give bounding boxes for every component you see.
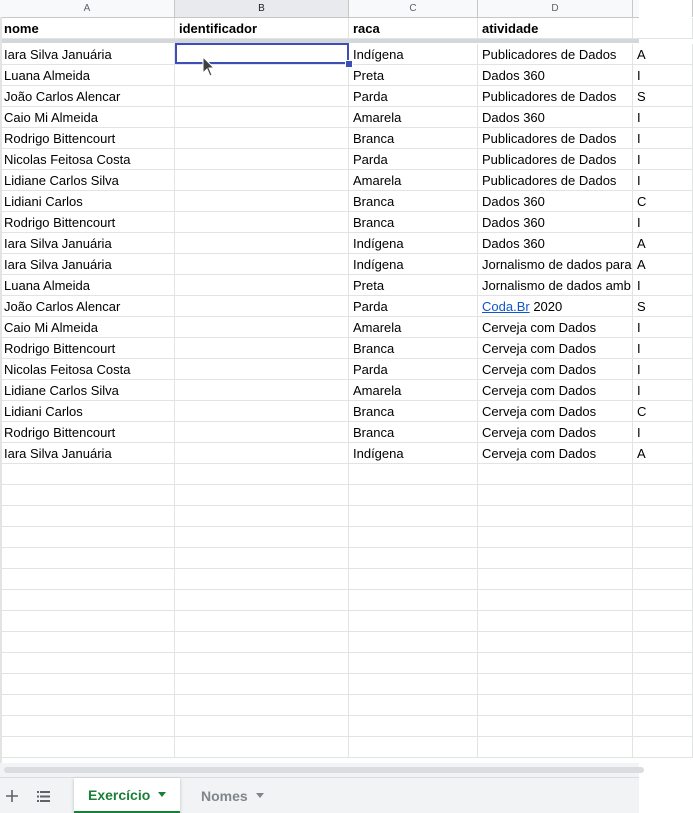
cell-col-b[interactable]: [175, 191, 349, 212]
empty-row: [0, 653, 639, 674]
empty-cell[interactable]: [633, 548, 693, 569]
empty-row: [0, 590, 639, 611]
header-cell-col-d[interactable]: atividade: [478, 18, 633, 39]
chevron-down-icon[interactable]: [158, 792, 166, 797]
empty-row: [0, 548, 639, 569]
cell-col-a[interactable]: Lidiane Carlos Silva: [0, 380, 175, 401]
empty-cell[interactable]: [633, 737, 693, 758]
horizontal-scrollbar[interactable]: [0, 763, 639, 777]
cell-col-e[interactable]: I: [633, 65, 693, 86]
cell-col-d[interactable]: Dados 360: [478, 212, 633, 233]
header-cell-col-c[interactable]: raca: [349, 18, 478, 39]
cell-col-d[interactable]: Dados 360: [478, 233, 633, 254]
empty-cell[interactable]: [175, 548, 349, 569]
cell-col-a[interactable]: Luana Almeida: [0, 275, 175, 296]
empty-cell[interactable]: [478, 695, 633, 716]
table-row: [0, 128, 639, 149]
empty-cell[interactable]: [175, 485, 349, 506]
empty-cell[interactable]: [478, 716, 633, 737]
cell-text: 2020: [529, 299, 563, 314]
sheet-tab-bar: [0, 777, 639, 813]
empty-cell[interactable]: [633, 632, 693, 653]
empty-cell[interactable]: [349, 527, 478, 548]
empty-cell[interactable]: [175, 569, 349, 590]
empty-cell[interactable]: [349, 737, 478, 758]
empty-row: [0, 527, 639, 548]
empty-cell[interactable]: [175, 464, 349, 485]
cell-col-a[interactable]: Iara Silva Januária: [0, 443, 175, 464]
empty-cell[interactable]: [478, 674, 633, 695]
empty-cell[interactable]: [0, 548, 175, 569]
column-header-d[interactable]: D: [478, 0, 633, 17]
cell-col-d[interactable]: Cerveja com Dados: [478, 401, 633, 422]
cell-col-b[interactable]: [175, 422, 349, 443]
empty-cell[interactable]: [0, 611, 175, 632]
grid-left-edge: [0, 17, 2, 763]
cell-col-b[interactable]: [175, 212, 349, 233]
cell-col-d[interactable]: Dados 360: [478, 107, 633, 128]
cell-col-e[interactable]: I: [633, 212, 693, 233]
cell-col-c[interactable]: Preta: [349, 275, 478, 296]
table-row: [0, 86, 646, 107]
table-row: [0, 107, 639, 128]
empty-row: [0, 695, 639, 716]
tab-label: Exercício: [88, 786, 151, 803]
cell-col-c[interactable]: Preta: [349, 65, 478, 86]
cell-col-a[interactable]: Nicolas Feitosa Costa: [0, 359, 175, 380]
table-row: [0, 317, 639, 338]
cell-col-a[interactable]: Lidiani Carlos: [0, 191, 175, 212]
cell-col-d[interactable]: Cerveja com Dados: [478, 359, 633, 380]
empty-cell[interactable]: [349, 464, 478, 485]
cell-col-b[interactable]: [175, 275, 349, 296]
table-row: [0, 359, 639, 380]
empty-cell[interactable]: [175, 590, 349, 611]
cell-col-b[interactable]: [175, 128, 349, 149]
empty-cell[interactable]: [0, 716, 175, 737]
empty-row: [0, 464, 639, 485]
empty-row: [0, 716, 639, 737]
column-header-b[interactable]: B: [175, 0, 349, 17]
cell-col-c[interactable]: Parda: [349, 86, 478, 107]
empty-row: [0, 632, 639, 653]
column-header-c[interactable]: C: [349, 0, 478, 17]
table-row: [0, 401, 647, 422]
cell-col-c[interactable]: Amarela: [349, 170, 478, 191]
plus-icon[interactable]: [0, 784, 24, 808]
cell-col-c[interactable]: Indígena: [349, 44, 478, 65]
tab-exercicio[interactable]: [74, 778, 180, 813]
table-row: [0, 149, 639, 170]
table-row: [0, 212, 639, 233]
cell-col-d[interactable]: Dados 360: [478, 191, 633, 212]
cell-col-e[interactable]: I: [633, 275, 693, 296]
cell-col-e[interactable]: C: [633, 191, 693, 212]
cell-col-c[interactable]: Indígena: [349, 254, 478, 275]
empty-cell[interactable]: [175, 737, 349, 758]
empty-cell[interactable]: [0, 632, 175, 653]
cell-col-c[interactable]: Parda: [349, 296, 478, 317]
cell-col-b[interactable]: [175, 107, 349, 128]
empty-cell[interactable]: [175, 632, 349, 653]
cell-col-c[interactable]: Parda: [349, 149, 478, 170]
cell-col-e[interactable]: I: [633, 170, 693, 191]
cell-col-e[interactable]: I: [633, 380, 693, 401]
empty-cell[interactable]: [175, 716, 349, 737]
empty-cell[interactable]: [175, 506, 349, 527]
cell-col-c[interactable]: Branca: [349, 422, 478, 443]
header-cell-col-e[interactable]: [633, 18, 693, 39]
cell-col-b[interactable]: [175, 149, 349, 170]
cell-col-c[interactable]: Indígena: [349, 443, 478, 464]
cell-col-a[interactable]: Iara Silva Januária: [0, 254, 175, 275]
cell-col-b[interactable]: [175, 338, 349, 359]
column-header-e[interactable]: [633, 0, 693, 17]
cell-col-a[interactable]: Caio Mi Almeida: [0, 107, 175, 128]
cell-col-b[interactable]: [175, 254, 349, 275]
empty-row: [0, 737, 639, 758]
empty-cell[interactable]: [175, 674, 349, 695]
cell-col-d[interactable]: Publicadores de Dados: [478, 86, 633, 107]
empty-cell[interactable]: [349, 506, 478, 527]
empty-cell[interactable]: [0, 569, 175, 590]
table-row: [0, 170, 639, 191]
empty-cell[interactable]: [478, 464, 633, 485]
empty-cell[interactable]: [349, 632, 478, 653]
chevron-down-icon[interactable]: [256, 793, 264, 798]
empty-cell[interactable]: [478, 485, 633, 506]
cell-col-d[interactable]: Cerveja com Dados: [478, 380, 633, 401]
cell-col-a[interactable]: Nicolas Feitosa Costa: [0, 149, 175, 170]
empty-cell[interactable]: [175, 611, 349, 632]
empty-cell[interactable]: [478, 737, 633, 758]
cell-col-b[interactable]: [175, 233, 349, 254]
table-row: [0, 338, 639, 359]
empty-cell[interactable]: [478, 569, 633, 590]
empty-row: [0, 569, 639, 590]
cell-col-b[interactable]: [175, 317, 349, 338]
cell-col-a[interactable]: João Carlos Alencar: [0, 296, 175, 317]
header-cell-col-b[interactable]: identificador: [175, 18, 349, 39]
empty-cell[interactable]: [633, 674, 693, 695]
cell-col-e[interactable]: A: [633, 443, 693, 464]
cell-col-a[interactable]: Lidiane Carlos Silva: [0, 170, 175, 191]
cell-col-e[interactable]: I: [633, 128, 693, 149]
cell-col-e[interactable]: I: [633, 107, 693, 128]
empty-cell[interactable]: [349, 674, 478, 695]
cell-col-e[interactable]: A: [633, 254, 693, 275]
table-row: [0, 296, 646, 317]
tab-nomes[interactable]: [187, 778, 278, 813]
empty-cell[interactable]: [633, 506, 693, 527]
mouse-pointer-icon: [202, 56, 216, 78]
cell-col-a[interactable]: Caio Mi Almeida: [0, 317, 175, 338]
empty-row: [0, 485, 639, 506]
cell-col-b[interactable]: [175, 359, 349, 380]
cell-col-e[interactable]: A: [633, 44, 693, 65]
table-row: [0, 275, 639, 296]
cell-col-e[interactable]: I: [633, 338, 693, 359]
cell-col-c[interactable]: Branca: [349, 401, 478, 422]
empty-cell[interactable]: [633, 716, 693, 737]
cell-col-b[interactable]: [175, 443, 349, 464]
cell-col-a[interactable]: Rodrigo Bittencourt: [0, 422, 175, 443]
cell-col-a[interactable]: Rodrigo Bittencourt: [0, 338, 175, 359]
cell-col-d[interactable]: Cerveja com Dados: [478, 443, 633, 464]
empty-cell[interactable]: [0, 674, 175, 695]
cell-col-a[interactable]: João Carlos Alencar: [0, 86, 175, 107]
cell-col-d[interactable]: Publicadores de Dados: [478, 128, 633, 149]
table-row: [0, 65, 639, 86]
empty-cell[interactable]: [349, 548, 478, 569]
cell-col-b[interactable]: [175, 296, 349, 317]
cell-col-c[interactable]: Indígena: [349, 233, 478, 254]
empty-cell[interactable]: [0, 506, 175, 527]
empty-row: [0, 674, 639, 695]
cell-col-a[interactable]: Rodrigo Bittencourt: [0, 128, 175, 149]
cell-col-d[interactable]: [478, 296, 633, 317]
empty-cell[interactable]: [633, 590, 693, 611]
cell-col-c[interactable]: Branca: [349, 191, 478, 212]
cell-col-c[interactable]: Branca: [349, 128, 478, 149]
cell-col-c[interactable]: Amarela: [349, 317, 478, 338]
table-row: [0, 191, 647, 212]
empty-cell[interactable]: [0, 464, 175, 485]
empty-cell[interactable]: [478, 632, 633, 653]
empty-cell[interactable]: [175, 527, 349, 548]
cell-col-c[interactable]: Branca: [349, 212, 478, 233]
cell-col-e[interactable]: I: [633, 149, 693, 170]
cell-col-e[interactable]: C: [633, 401, 693, 422]
empty-cell[interactable]: [478, 527, 633, 548]
empty-cell[interactable]: [349, 485, 478, 506]
empty-cell[interactable]: [633, 464, 693, 485]
empty-cell[interactable]: [349, 716, 478, 737]
cell-col-d[interactable]: Cerveja com Dados: [478, 338, 633, 359]
empty-cell[interactable]: [349, 590, 478, 611]
cell-col-c[interactable]: Parda: [349, 359, 478, 380]
fill-handle[interactable]: [345, 60, 353, 68]
column-header-a[interactable]: A: [0, 0, 175, 17]
empty-cell[interactable]: [478, 506, 633, 527]
empty-cell[interactable]: [633, 611, 693, 632]
empty-cell[interactable]: [0, 485, 175, 506]
cell-link[interactable]: Coda.Br: [482, 299, 530, 314]
cell-col-d[interactable]: Cerveja com Dados: [478, 317, 633, 338]
column-header-row: [0, 0, 639, 18]
cell-col-d[interactable]: Publicadores de Dados: [478, 149, 633, 170]
cell-col-a[interactable]: Lidiani Carlos: [0, 401, 175, 422]
cell-col-a[interactable]: Luana Almeida: [0, 65, 175, 86]
empty-cell[interactable]: [0, 737, 175, 758]
empty-cell[interactable]: [349, 695, 478, 716]
cell-col-e[interactable]: I: [633, 422, 693, 443]
cell-col-e[interactable]: A: [633, 233, 693, 254]
cell-col-e[interactable]: S: [633, 296, 693, 317]
cell-col-b[interactable]: [175, 86, 349, 107]
cell-col-e[interactable]: I: [633, 317, 693, 338]
cell-col-d[interactable]: Jornalismo de dados amb: [478, 275, 633, 296]
empty-cell[interactable]: [478, 548, 633, 569]
empty-cell[interactable]: [478, 653, 633, 674]
empty-cell[interactable]: [633, 569, 693, 590]
empty-cell[interactable]: [633, 527, 693, 548]
empty-cell[interactable]: [349, 569, 478, 590]
table-row: [0, 254, 646, 275]
cell-col-d[interactable]: Cerveja com Dados: [478, 422, 633, 443]
cell-col-b[interactable]: [175, 170, 349, 191]
header-row: [0, 18, 639, 39]
empty-cell[interactable]: [633, 485, 693, 506]
empty-cell[interactable]: [175, 695, 349, 716]
empty-row: [0, 506, 639, 527]
cell-col-e[interactable]: S: [633, 86, 693, 107]
empty-cell[interactable]: [349, 653, 478, 674]
header-cell-col-a[interactable]: nome: [0, 18, 175, 39]
cell-col-c[interactable]: Amarela: [349, 380, 478, 401]
empty-cell[interactable]: [633, 653, 693, 674]
table-row: [0, 380, 639, 401]
empty-cell[interactable]: [0, 653, 175, 674]
scrollbar-thumb[interactable]: [4, 767, 644, 773]
cell-col-b[interactable]: [175, 380, 349, 401]
empty-cell[interactable]: [175, 653, 349, 674]
empty-cell[interactable]: [349, 611, 478, 632]
empty-cell[interactable]: [0, 590, 175, 611]
cell-col-d[interactable]: Dados 360: [478, 65, 633, 86]
cell-col-e[interactable]: I: [633, 359, 693, 380]
table-row: [0, 443, 646, 464]
empty-cell[interactable]: [478, 590, 633, 611]
table-row: [0, 422, 639, 443]
cell-col-d[interactable]: Jornalismo de dados para: [478, 254, 633, 275]
cell-col-c[interactable]: Branca: [349, 338, 478, 359]
cell-col-a[interactable]: Rodrigo Bittencourt: [0, 212, 175, 233]
cell-col-d[interactable]: Publicadores de Dados: [478, 170, 633, 191]
cell-col-a[interactable]: Iara Silva Januária: [0, 44, 175, 65]
tab-label: Nomes: [201, 787, 248, 804]
table-row: [0, 233, 646, 254]
empty-cell[interactable]: [0, 695, 175, 716]
empty-cell[interactable]: [478, 611, 633, 632]
empty-cell[interactable]: [633, 695, 693, 716]
empty-cell[interactable]: [0, 527, 175, 548]
cell-col-c[interactable]: Amarela: [349, 107, 478, 128]
sheet-list-icon[interactable]: [31, 784, 55, 808]
empty-row: [0, 611, 639, 632]
cell-col-a[interactable]: Iara Silva Januária: [0, 233, 175, 254]
cell-col-d[interactable]: Publicadores de Dados: [478, 44, 633, 65]
cell-col-b[interactable]: [175, 401, 349, 422]
